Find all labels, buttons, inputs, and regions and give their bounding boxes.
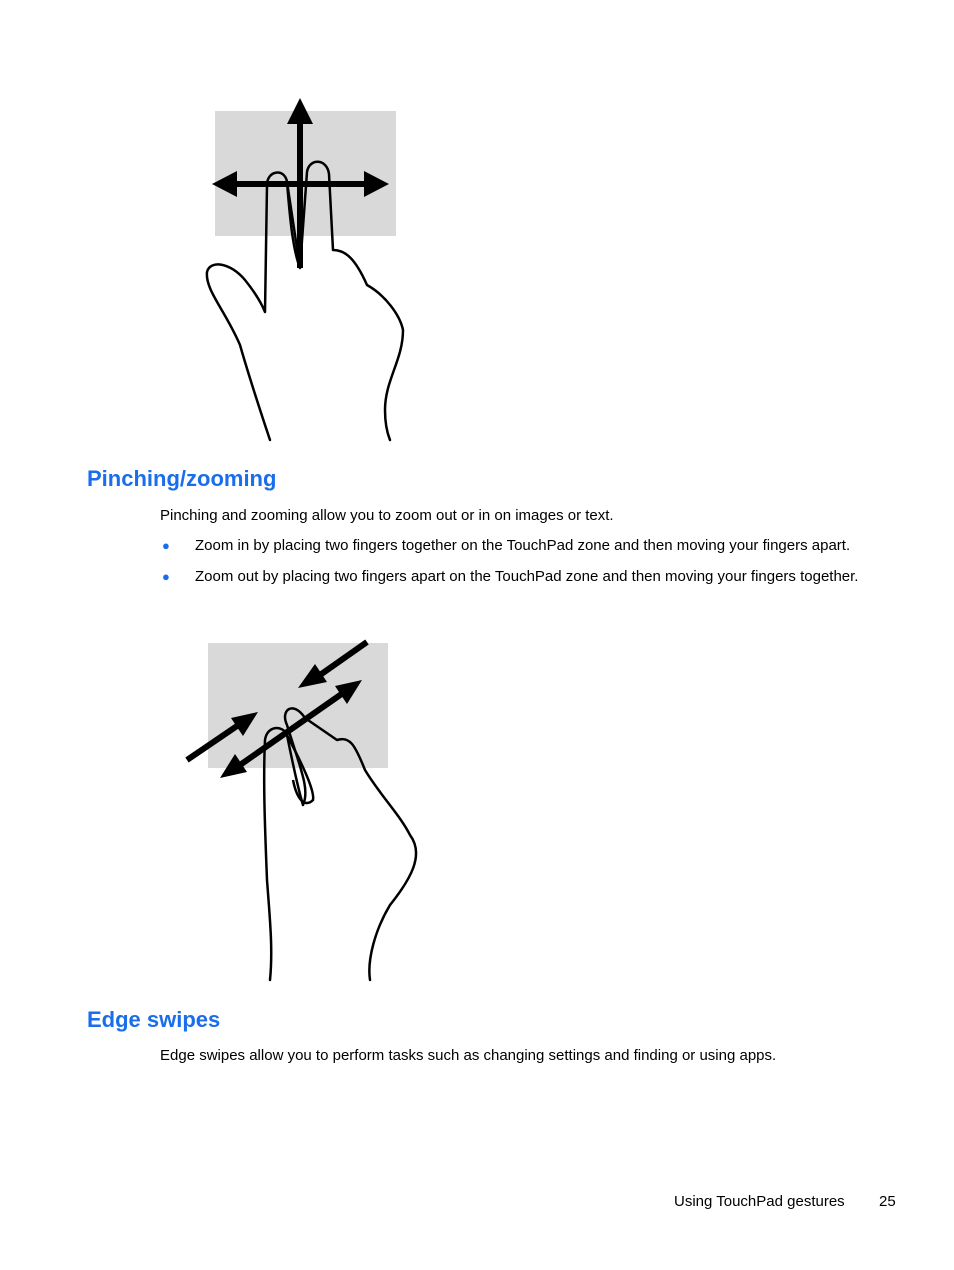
list-item [160, 567, 860, 586]
footer-page-number: 25 [879, 1193, 896, 1210]
touchpad-zone [215, 111, 396, 236]
edge-swipes-heading: Edge swipes [87, 1007, 221, 1032]
bullet-text: Zoom in by placing two fingers together on the TouchPad zone and then moving your fingers apart. [195, 537, 851, 554]
list-item [160, 536, 860, 555]
bullet-text: Zoom out by placing two fingers apart on the TouchPad zone and then moving your fingers together. [195, 568, 859, 585]
pinching-bullet-list [160, 536, 860, 598]
two-finger-scroll-illustration [195, 90, 425, 450]
bullet-icon: ● [162, 569, 170, 584]
edge-swipes-intro-text: Edge swipes allow you to perform tasks such as changing settings and finding or using apps. [160, 1047, 777, 1064]
pinch-zoom-illustration [175, 630, 445, 990]
bullet-icon: ● [162, 538, 170, 553]
touchpad-zone [208, 643, 388, 768]
footer-section-title: Using TouchPad gestures [674, 1193, 845, 1210]
pinching-zooming-heading: Pinching/zooming [87, 466, 277, 491]
pinching-intro-text: Pinching and zooming allow you to zoom out or in on images or text. [160, 507, 614, 524]
